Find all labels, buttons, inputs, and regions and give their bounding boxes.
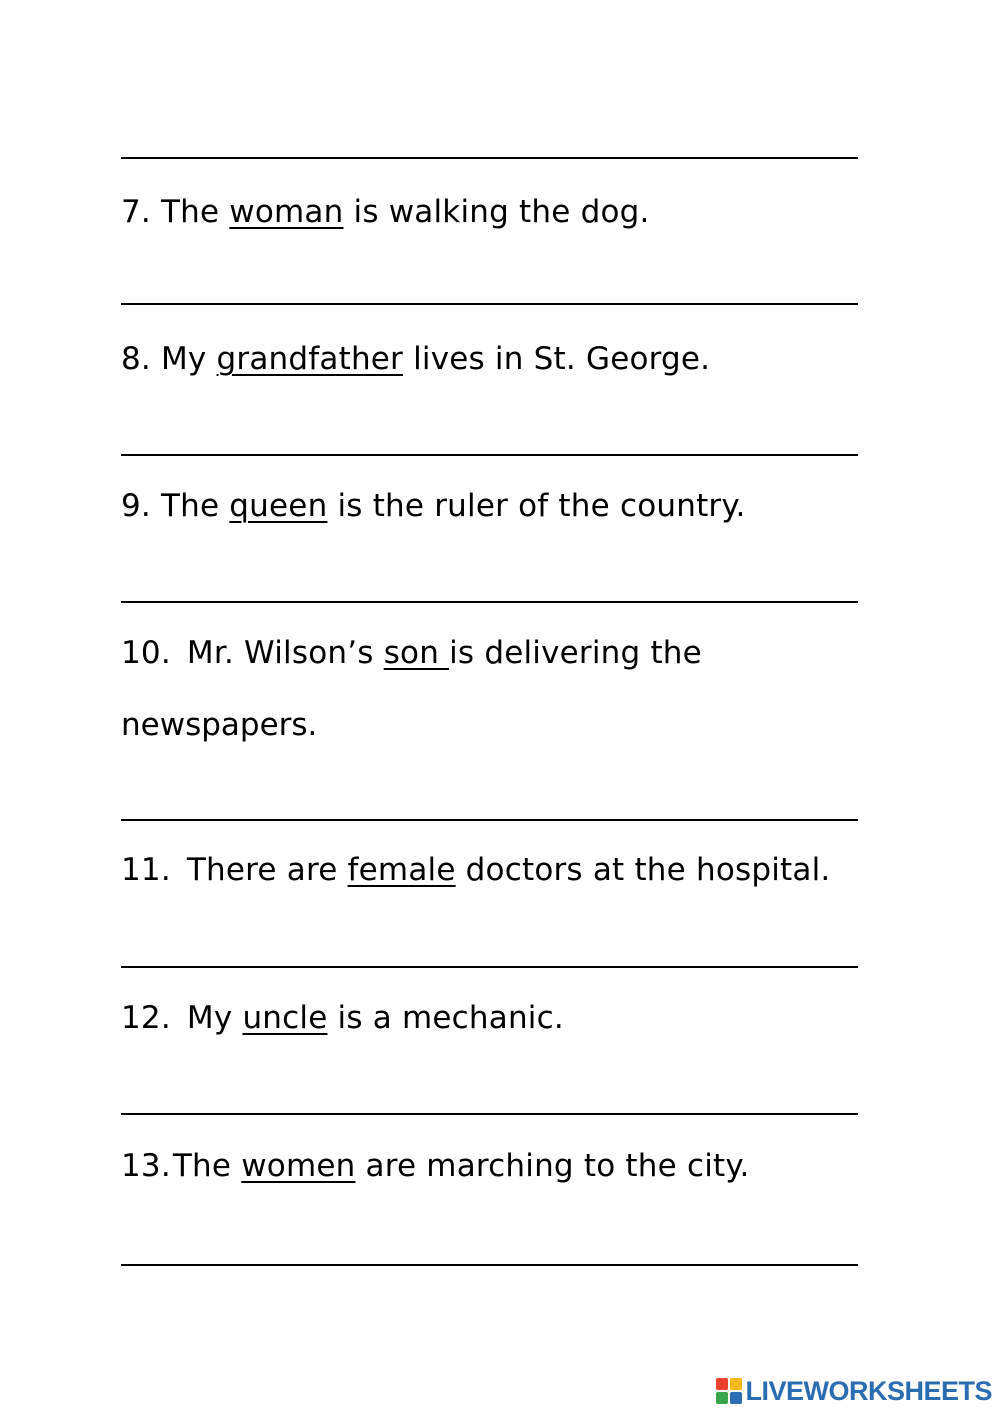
item-number: 8. xyxy=(121,341,151,377)
sentence-10-continuation: newspapers. xyxy=(121,707,318,743)
sentence-text: is a mechanic. xyxy=(327,1000,564,1036)
sentence-9 xyxy=(121,486,746,526)
underlined-noun: queen xyxy=(229,488,328,524)
answer-line[interactable] xyxy=(121,1113,858,1115)
sentence-11 xyxy=(121,850,830,890)
item-number: 7. xyxy=(121,194,151,230)
liveworksheets-watermark[interactable] xyxy=(716,1376,992,1406)
item-number: 9. xyxy=(121,488,151,524)
sentence-text: The xyxy=(160,194,230,230)
sentence-text: My xyxy=(186,1000,243,1036)
underlined-noun: women xyxy=(241,1148,356,1184)
sentence-text: is the ruler of the country. xyxy=(327,488,746,524)
sentence-text: My xyxy=(160,341,217,377)
sentence-text: are marching to the city. xyxy=(355,1148,750,1184)
sentence-text: The xyxy=(172,1148,242,1184)
underlined-noun: uncle xyxy=(242,1000,328,1036)
sentence-text: lives in St. George. xyxy=(403,341,711,377)
sentence-13 xyxy=(121,1146,750,1186)
answer-line[interactable] xyxy=(121,819,858,821)
underlined-noun: woman xyxy=(229,194,344,230)
sentence-text: is delivering the xyxy=(449,635,702,671)
sentence-text: There are xyxy=(186,852,348,888)
item-number: 10. xyxy=(121,635,171,671)
liveworksheets-logo-icon xyxy=(716,1378,742,1404)
sentence-7 xyxy=(121,192,650,232)
watermark-text: LIVEWORKSHEETS xyxy=(745,1375,992,1406)
sentence-8 xyxy=(121,339,710,379)
underlined-noun: grandfather xyxy=(216,341,404,377)
answer-line[interactable] xyxy=(121,303,858,305)
sentence-text: Mr. Wilson’s xyxy=(186,635,384,671)
sentence-text: doctors at the hospital. xyxy=(455,852,831,888)
answer-line[interactable] xyxy=(121,1264,858,1266)
sentence-10 xyxy=(121,633,702,673)
sentence-text: is walking the dog. xyxy=(343,194,650,230)
sentence-12 xyxy=(121,998,564,1038)
answer-line[interactable] xyxy=(121,966,858,968)
item-number: 13. xyxy=(121,1148,171,1184)
item-number: 12. xyxy=(121,1000,171,1036)
item-number: 11. xyxy=(121,852,171,888)
sentence-text: The xyxy=(160,488,230,524)
answer-line[interactable] xyxy=(121,601,858,603)
underlined-noun: female xyxy=(347,852,456,888)
answer-line[interactable] xyxy=(121,454,858,456)
answer-line[interactable] xyxy=(121,157,858,159)
underlined-noun: son xyxy=(383,635,450,671)
